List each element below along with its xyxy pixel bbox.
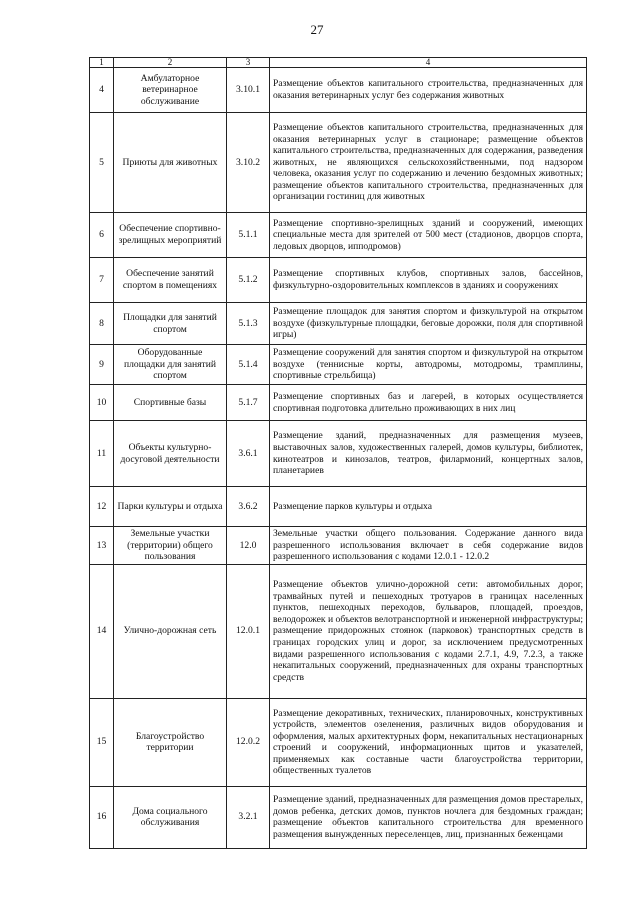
use-type-name: Оборудованные площадки для занятий спортом: [114, 345, 227, 385]
use-type-description: Размещение сооружений для занятия спортом и физкультурой на открытом воздухе (теннисные корты, автодромы, мотодромы, трамплины, спортивные стрельбища): [270, 345, 587, 385]
row-number: 14: [90, 564, 114, 698]
table-row: [90, 786, 587, 848]
table-row: [90, 258, 587, 303]
row-number: 11: [90, 421, 114, 487]
use-type-description: Размещение зданий, предназначенных для размещения музеев, выставочных залов, художественных галерей, домов культуры, библиотек, кинотеатров и кинозалов, театров, филармоний, концертных залов, планетариев: [270, 421, 587, 487]
header-col-1: 1: [90, 58, 114, 68]
use-type-code: 3.6.1: [227, 421, 270, 487]
use-type-description: Земельные участки общего пользования. Содержание данного вида разрешенного использования включает в себя содержание видов разрешенного использования с кодами 12.0.1 - 12.0.2: [270, 527, 587, 565]
row-number: 13: [90, 527, 114, 565]
use-type-code: 5.1.3: [227, 303, 270, 345]
use-type-description: Размещение декоративных, технических, планировочных, конструктивных устройств, элементов озеленения, различных видов оборудования и оформления, малых архитектурных форм, некапитальных нестационарных строений и сооружений, информационных щитов и указателей, применяемых как составные части благоустройства территории, общественных туалетов: [270, 698, 587, 786]
use-type-description: Размещение спортивных клубов, спортивных залов, бассейнов, физкультурно-оздоровительных комплексов в зданиях и сооружениях: [270, 258, 587, 303]
table-row: [90, 487, 587, 527]
use-type-name: Благоустройство территории: [114, 698, 227, 786]
use-type-name: Улично-дорожная сеть: [114, 564, 227, 698]
use-type-name: Площадки для занятий спортом: [114, 303, 227, 345]
table-row: [90, 385, 587, 421]
table-row: [90, 345, 587, 385]
use-type-description: Размещение спортивно-зрелищных зданий и сооружений, имеющих специальные места для зрителей от 500 мест (стадионов, дворцов спорта, ледовых дворцов, ипподромов): [270, 213, 587, 258]
row-number: 7: [90, 258, 114, 303]
use-type-code: 3.2.1: [227, 786, 270, 848]
use-type-name: Объекты культурно-досуговой деятельности: [114, 421, 227, 487]
use-type-name: Амбулаторное ветеринарное обслуживание: [114, 68, 227, 113]
row-number: 8: [90, 303, 114, 345]
row-number: 16: [90, 786, 114, 848]
use-type-code: 3.10.2: [227, 113, 270, 213]
use-type-code: 5.1.7: [227, 385, 270, 421]
table-row: [90, 698, 587, 786]
use-type-description: Размещение объектов капитального строительства, предназначенных для оказания ветеринарных услуг в стационаре; размещение объектов капитального строительства, предназначенных для содержания, разведения животных, не являющихся сельскохозяйственными, под надзором человека, оказания услуг по содержанию и лечению бездомных животных; размещение объектов капитального строительства, предназначенных для организации гостиниц для животных: [270, 113, 587, 213]
use-type-description: Размещение объектов капитального строительства, предназначенных для оказания ветеринарных услуг без содержания животных: [270, 68, 587, 113]
land-use-table: [89, 57, 587, 849]
table-row: [90, 421, 587, 487]
use-type-name: Дома социального обслуживания: [114, 786, 227, 848]
table-row: [90, 303, 587, 345]
use-type-description: Размещение спортивных баз и лагерей, в которых осуществляется спортивная подготовка длительно проживающих в них лиц: [270, 385, 587, 421]
use-type-code: 5.1.2: [227, 258, 270, 303]
table-row: [90, 113, 587, 213]
header-col-2: 2: [114, 58, 227, 68]
use-type-code: 3.10.1: [227, 68, 270, 113]
table-row: [90, 213, 587, 258]
use-type-code: 5.1.1: [227, 213, 270, 258]
table-row: [90, 527, 587, 565]
row-number: 10: [90, 385, 114, 421]
use-type-description: Размещение площадок для занятия спортом и физкультурой на открытом воздухе (физкультурные площадки, беговые дорожки, поля для спортивной игры): [270, 303, 587, 345]
use-type-name: Обеспечение спортивно-зрелищных мероприятий: [114, 213, 227, 258]
use-type-code: 12.0: [227, 527, 270, 565]
use-type-name: Обеспечение занятий спортом в помещениях: [114, 258, 227, 303]
use-type-code: 12.0.2: [227, 698, 270, 786]
use-type-description: Размещение парков культуры и отдыха: [270, 487, 587, 527]
header-col-4: 4: [270, 58, 587, 68]
use-type-name: Парки культуры и отдыха: [114, 487, 227, 527]
row-number: 15: [90, 698, 114, 786]
row-number: 4: [90, 68, 114, 113]
page-number: 27: [310, 22, 324, 37]
row-number: 6: [90, 213, 114, 258]
use-type-code: 5.1.4: [227, 345, 270, 385]
table-header-row: [90, 58, 587, 68]
row-number: 12: [90, 487, 114, 527]
header-col-3: 3: [227, 58, 270, 68]
use-type-name: Земельные участки (территории) общего пользования: [114, 527, 227, 565]
use-type-name: Спортивные базы: [114, 385, 227, 421]
use-type-code: 12.0.1: [227, 564, 270, 698]
table-row: [90, 564, 587, 698]
use-type-code: 3.6.2: [227, 487, 270, 527]
use-type-name: Приюты для животных: [114, 113, 227, 213]
use-type-description: Размещение зданий, предназначенных для размещения домов престарелых, домов ребенка, детских домов, пунктов ночлега для бездомных граждан; размещение объектов капитального строительства для временного размещения вынужденных переселенцев, лиц, признанных беженцами: [270, 786, 587, 848]
table-row: [90, 68, 587, 113]
row-number: 9: [90, 345, 114, 385]
use-type-description: Размещение объектов улично-дорожной сети: автомобильных дорог, трамвайных путей и пешеходных тротуаров в границах населенных пунктов, пешеходных переходов, бульваров, площадей, проездов, велодорожек и объектов велотранспортной и инженерной инфраструктуры; размещение придорожных стоянок (парковок) транспортных средств в границах городских улиц и дорог, за исключением предусмотренных видами разрешенного использования с кодами 2.7.1, 4.9, 7.2.3, а также некапитальных сооружений, предназначенных для охраны транспортных средств: [270, 564, 587, 698]
row-number: 5: [90, 113, 114, 213]
